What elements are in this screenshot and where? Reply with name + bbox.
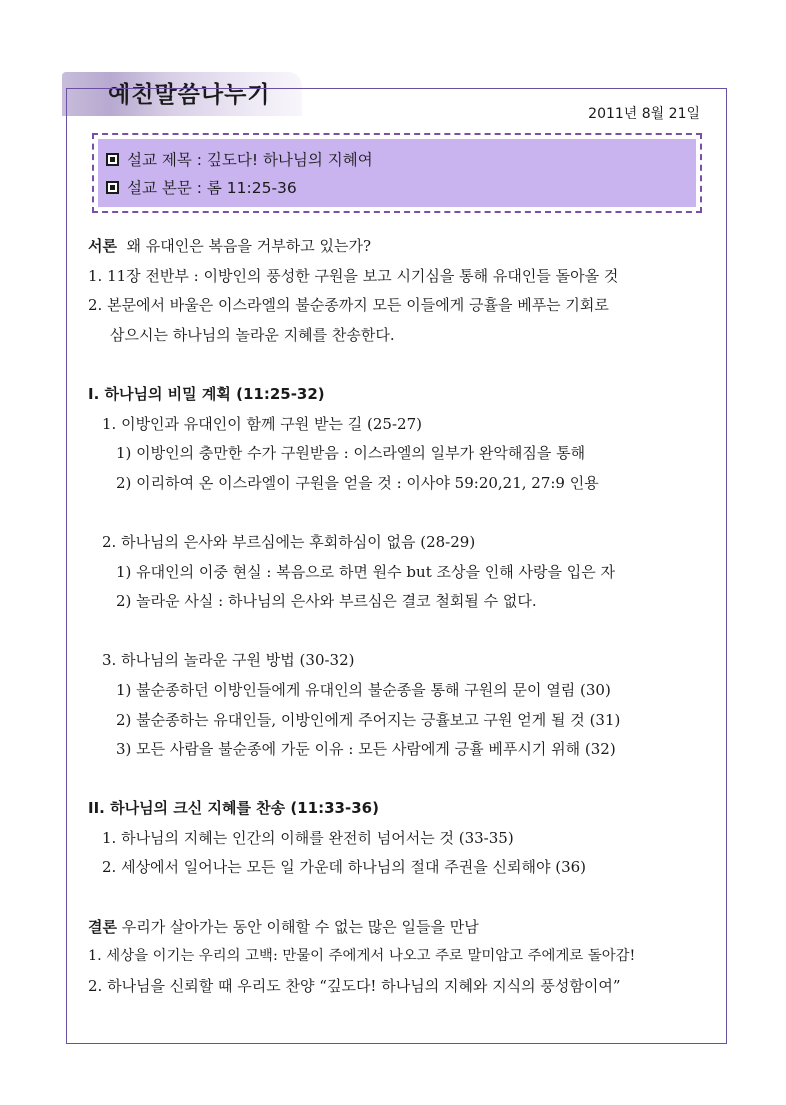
list-item: 3) 모든 사람을 불순종에 가둔 이유 : 모든 사람에게 긍휼 베푸시기 위해 (32) <box>116 740 616 759</box>
section2-heading: II. 하나님의 크신 지혜를 찬송 (11:33-36) <box>88 799 379 818</box>
conclusion-line <box>88 913 718 943</box>
intro-line <box>88 232 718 262</box>
sermon-outline <box>88 232 718 1001</box>
intro-item: 2. 본문에서 바울은 이스라엘의 불순종까지 모든 이들에게 긍휼을 베푸는 기회로 <box>88 296 609 315</box>
conclusion-label: 결론 <box>88 917 117 936</box>
section1-heading: I. 하나님의 비밀 계획 (11:25-32) <box>88 384 325 403</box>
list-item: 2) 불순종하는 유대인들, 이방인에게 주어지는 긍휼보고 구원 얻게 될 것 (31) <box>116 710 621 729</box>
sermon-title: 설교 제목 : 깊도다! 하나님의 지혜여 <box>127 151 373 169</box>
list-item: 2. 세상에서 일어나는 모든 일 가운데 하나님의 절대 주권을 신뢰해야 (36) <box>102 858 587 877</box>
list-item: 1) 이방인의 충만한 수가 구원받음 : 이스라엘의 일부가 완악해짐을 통해 <box>116 444 586 463</box>
subsection-title: 1. 이방인과 유대인이 함께 구원 받는 길 (25-27) <box>102 414 422 433</box>
intro-label: 서론 <box>88 237 117 255</box>
page-title: 예친말씀나누기 <box>108 82 271 108</box>
conclusion-item: 2. 하나님을 신뢰할 때 우리도 찬양 “깊도다! 하나님의 지혜와 지식의 풍성함이여” <box>88 976 621 995</box>
square-bullet-icon <box>106 153 119 166</box>
conclusion-item: 1. 세상을 이기는 우리의 고백: 만물이 주에게서 나오고 주로 말미암고 주에게로 돌아감! <box>88 948 636 965</box>
list-item: 1. 하나님의 지혜는 인간의 이해를 완전히 넘어서는 것 (33-35) <box>102 828 514 847</box>
sermon-date: 2011년 8월 21일 <box>588 106 700 122</box>
sermon-info-box <box>92 133 702 213</box>
subsection-title: 3. 하나님의 놀라운 구원 방법 (30-32) <box>102 651 355 670</box>
sermon-scripture: 설교 본문 : 롬 11:25-36 <box>127 179 297 197</box>
sermon-text-line <box>106 173 688 201</box>
conclusion-text: 우리가 살아가는 동안 이해할 수 없는 많은 일들을 만남 <box>121 917 479 936</box>
subsection-title: 2. 하나님의 은사와 부르심에는 후회하심이 없음 (28-29) <box>102 532 476 551</box>
sermon-title-line <box>106 145 688 173</box>
intro-item: 1. 11장 전반부 : 이방인의 풍성한 구원을 보고 시기심을 통해 유대인들 돌아올 것 <box>88 266 619 285</box>
square-bullet-icon <box>106 181 119 194</box>
list-item: 1) 불순종하던 이방인들에게 유대인의 불순종을 통해 구원의 문이 열림 (30) <box>116 680 611 699</box>
intro-item: 삼으시는 하나님의 놀라운 지혜를 찬송한다. <box>110 325 395 344</box>
list-item: 2) 놀라운 사실 : 하나님의 은사와 부르심은 결코 철회될 수 없다. <box>116 592 537 611</box>
list-item: 1) 유대인의 이중 현실 : 복음으로 하면 원수 but 조상을 인해 사랑을 입은 자 <box>116 562 615 581</box>
intro-question: 왜 유대인은 복음을 거부하고 있는가? <box>126 237 371 255</box>
list-item: 2) 이리하여 온 이스라엘이 구원을 얻을 것 : 이사야 59:20,21, 27:9 인용 <box>116 473 599 492</box>
